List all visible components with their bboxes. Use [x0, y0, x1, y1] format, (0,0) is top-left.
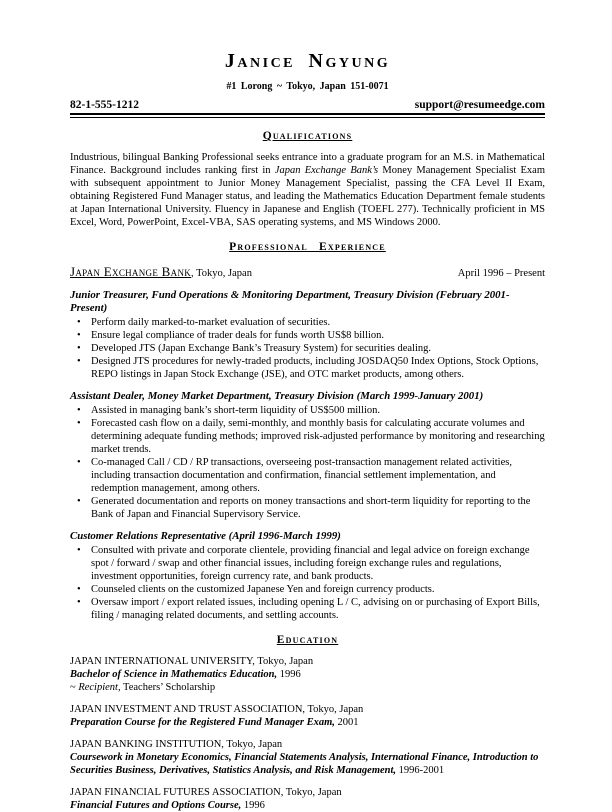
- role-bullet-list: [70, 544, 545, 622]
- role-bullet-list: [70, 316, 545, 381]
- education-degree-line: Bachelor of Science in Mathematics Education, 1996: [70, 669, 301, 680]
- qualifications-text-italic: Japan Exchange Bank’s: [274, 165, 379, 176]
- person-name: Janice Ngyung: [224, 50, 391, 72]
- header-divider: [70, 113, 545, 118]
- qualifications-text-1: Industrious, bilingual Banking Professional seeks entrance into a graduate program for an M.S. in Mathematical Finance. Background includes ranking first in: [70, 152, 545, 176]
- bullet-item: • Assisted in managing bank’s short-term liquidity of US$500 million.: [70, 404, 545, 417]
- bullet-item: • Oversaw import / export related issues, including opening L / C, advising on or purchasing of Export Bills, filing / managing related documents, and settling accounts.: [70, 596, 545, 622]
- education-degree-line: Financial Futures and Options Course, 1996: [70, 800, 265, 811]
- education-section: [70, 634, 545, 812]
- employment-dates: April 1996 – Present: [457, 268, 545, 279]
- email-address: support@resumeedge.com: [414, 99, 545, 111]
- role-title: Customer Relations Representative (April 1996-March 1999): [70, 530, 341, 542]
- education-institution: JAPAN FINANCIAL FUTURES ASSOCIATION, Tokyo, Japan: [70, 787, 342, 798]
- education-entry: [70, 655, 545, 694]
- education-degree-line: Preparation Course for the Registered Fund Manager Exam, 2001: [70, 717, 359, 728]
- company-row: [70, 264, 545, 280]
- education-note: ~ Recipient, Teachers’ Scholarship: [70, 682, 216, 693]
- company-location: , Tokyo, Japan: [191, 268, 252, 279]
- bullet-item: • Forecasted cash flow on a daily, semi-monthly, and monthly basis for calculating accurate volumes and determining adequate funding methods; improved risk-adjusted performance by monitoring and researching market trends.: [70, 417, 545, 456]
- role-title: Assistant Dealer, Money Market Department, Treasury Division (March 1999-January 2001): [70, 390, 484, 402]
- education-entry: [70, 786, 545, 812]
- education-entry: [70, 703, 545, 729]
- company-line: [70, 264, 252, 280]
- bullet-item: • Co-managed Call / CD / RP transactions, overseeing post-transaction management related activities, including transaction documentation and confirmation, financial settlement implementation, and redemption management, among others.: [70, 456, 545, 495]
- role-title: Junior Treasurer, Fund Operations & Monitoring Department, Treasury Division (February 2001-Present): [70, 289, 510, 314]
- bullet-item: • Designed JTS procedures for newly-traded products, including JOSDAQ50 Index Options, Stock Options, REPO listings in Japan Stock Exchange (JSE), and OTC market products, among others.: [70, 355, 545, 381]
- address-line: #1 Lorong ~ Tokyo, Japan 151-0071: [226, 81, 389, 92]
- qualifications-text-2: Money Management Specialist Exam with subsequent appointment to Junior Money Management Specialist, passing the CFA Level II Exam, obtaining Registered Fund Manager status, and leading the Mathematics Education Department female students at Japan International University. Fluency in Japanese and English (TOEFL 277). Technically proficient in MS Excel, Word, PowerPoint, Excel-VBA, SAS operating systems, and MS Windows 2000.: [70, 165, 545, 228]
- experience-section: [70, 241, 545, 622]
- education-degree-line: Coursework in Monetary Economics, Financial Statements Analysis, International Finance, Introduction to Securities Business, Derivatives, Statistics Analysis, and Risk Management, 1996-2001: [70, 752, 539, 776]
- qualifications-paragraph: [70, 151, 545, 229]
- qualifications-section: [70, 130, 545, 229]
- experience-heading: Professional Experience: [229, 241, 386, 253]
- education-institution: JAPAN INVESTMENT AND TRUST ASSOCIATION, Tokyo, Japan: [70, 704, 364, 715]
- role-bullet-list: [70, 404, 545, 521]
- education-institution: JAPAN BANKING INSTITUTION, Tokyo, Japan: [70, 739, 283, 750]
- bullet-item: • Perform daily marked-to-market evaluation of securities.: [70, 316, 545, 329]
- bullet-item: • Generated documentation and reports on money transactions and short-term liquidity for reporting to the Bank of Japan and Financial Supervisory Service.: [70, 495, 545, 521]
- bullet-item: • Counseled clients on the customized Japanese Yen and foreign currency products.: [70, 583, 545, 596]
- phone-number: 82-1-555-1212: [70, 99, 139, 111]
- bullet-item: • Ensure legal compliance of trader deals for funds worth US$8 billion.: [70, 329, 545, 342]
- company-name: Japan Exchange Bank: [70, 264, 192, 279]
- education-institution: JAPAN INTERNATIONAL UNIVERSITY, Tokyo, Japan: [70, 656, 314, 667]
- contact-row: [70, 99, 545, 111]
- education-entry: [70, 738, 545, 777]
- resume-header: [70, 50, 545, 118]
- bullet-item: • Consulted with private and corporate clientele, providing financial and legal advice on foreign exchange spot / forward / swap and other financial issues, including foreign exchange rules and regulations, investment opportunities, foreign currency rate, and bank products.: [70, 544, 545, 583]
- bullet-item: • Developed JTS (Japan Exchange Bank’s Treasury System) for securities dealing.: [70, 342, 545, 355]
- education-heading: Education: [276, 634, 339, 646]
- qualifications-heading: Qualifications: [262, 130, 353, 142]
